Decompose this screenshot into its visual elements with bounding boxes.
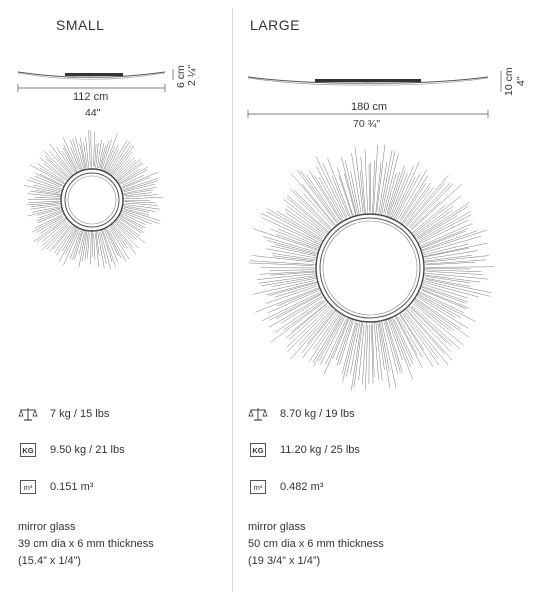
cubic-meter-box-icon: m³: [18, 478, 38, 496]
small-material: mirror glass: [18, 521, 76, 533]
large-glass-spec-in: (19 3/4” x 1/4”): [248, 555, 321, 567]
large-sunburst-mirror-drawing: [245, 143, 495, 393]
large-width-in: 70 ¾": [353, 118, 381, 130]
kg-box-icon: KG: [248, 441, 268, 459]
small-title: SMALL: [56, 17, 105, 33]
large-material: mirror glass: [248, 521, 306, 533]
small-sunburst-mirror-drawing: [20, 128, 164, 272]
small-height-in: 2 ¼": [186, 64, 198, 86]
large-volume: 0.482 m³: [280, 481, 324, 493]
small-glass-note: [18, 519, 154, 570]
large-side-profile: [233, 0, 551, 130]
small-width-in: 44": [85, 107, 101, 119]
small-glass-spec-in: (15.4” x 1/4”): [18, 555, 81, 567]
large-net-weight: 8.70 kg / 19 lbs: [280, 408, 355, 420]
small-column: [0, 0, 232, 600]
small-height-cm: 6 cm: [175, 65, 187, 88]
small-width-cm: 112 cm: [73, 91, 109, 103]
small-volume-row: [18, 477, 93, 497]
large-height-cm: 10 cm: [503, 67, 515, 96]
large-column: [233, 0, 551, 600]
large-glass-spec: 50 cm dia x 6 mm thickness: [248, 538, 384, 550]
kg-box-icon: KG: [18, 441, 38, 459]
small-net-weight-row: [18, 404, 109, 424]
small-volume: 0.151 m³: [50, 481, 94, 493]
large-gross-weight: 11.20 kg / 25 lbs: [280, 444, 360, 456]
cubic-meter-box-icon: m³: [248, 478, 268, 496]
large-net-weight-row: [248, 404, 355, 424]
small-gross-weight-row: [18, 440, 125, 460]
large-gross-weight-row: [248, 440, 360, 460]
large-volume-row: [248, 477, 323, 497]
balance-scale-icon: [18, 405, 38, 423]
balance-scale-icon: [248, 405, 268, 423]
small-gross-weight: 9.50 kg / 21 lbs: [50, 444, 125, 456]
large-glass-note: [248, 519, 384, 570]
large-width-cm: 180 cm: [351, 101, 388, 113]
large-height-in: 4": [515, 76, 527, 86]
small-net-weight: 7 kg / 15 lbs: [50, 408, 110, 420]
large-title: LARGE: [250, 17, 300, 33]
small-glass-spec: 39 cm dia x 6 mm thickness: [18, 538, 154, 550]
